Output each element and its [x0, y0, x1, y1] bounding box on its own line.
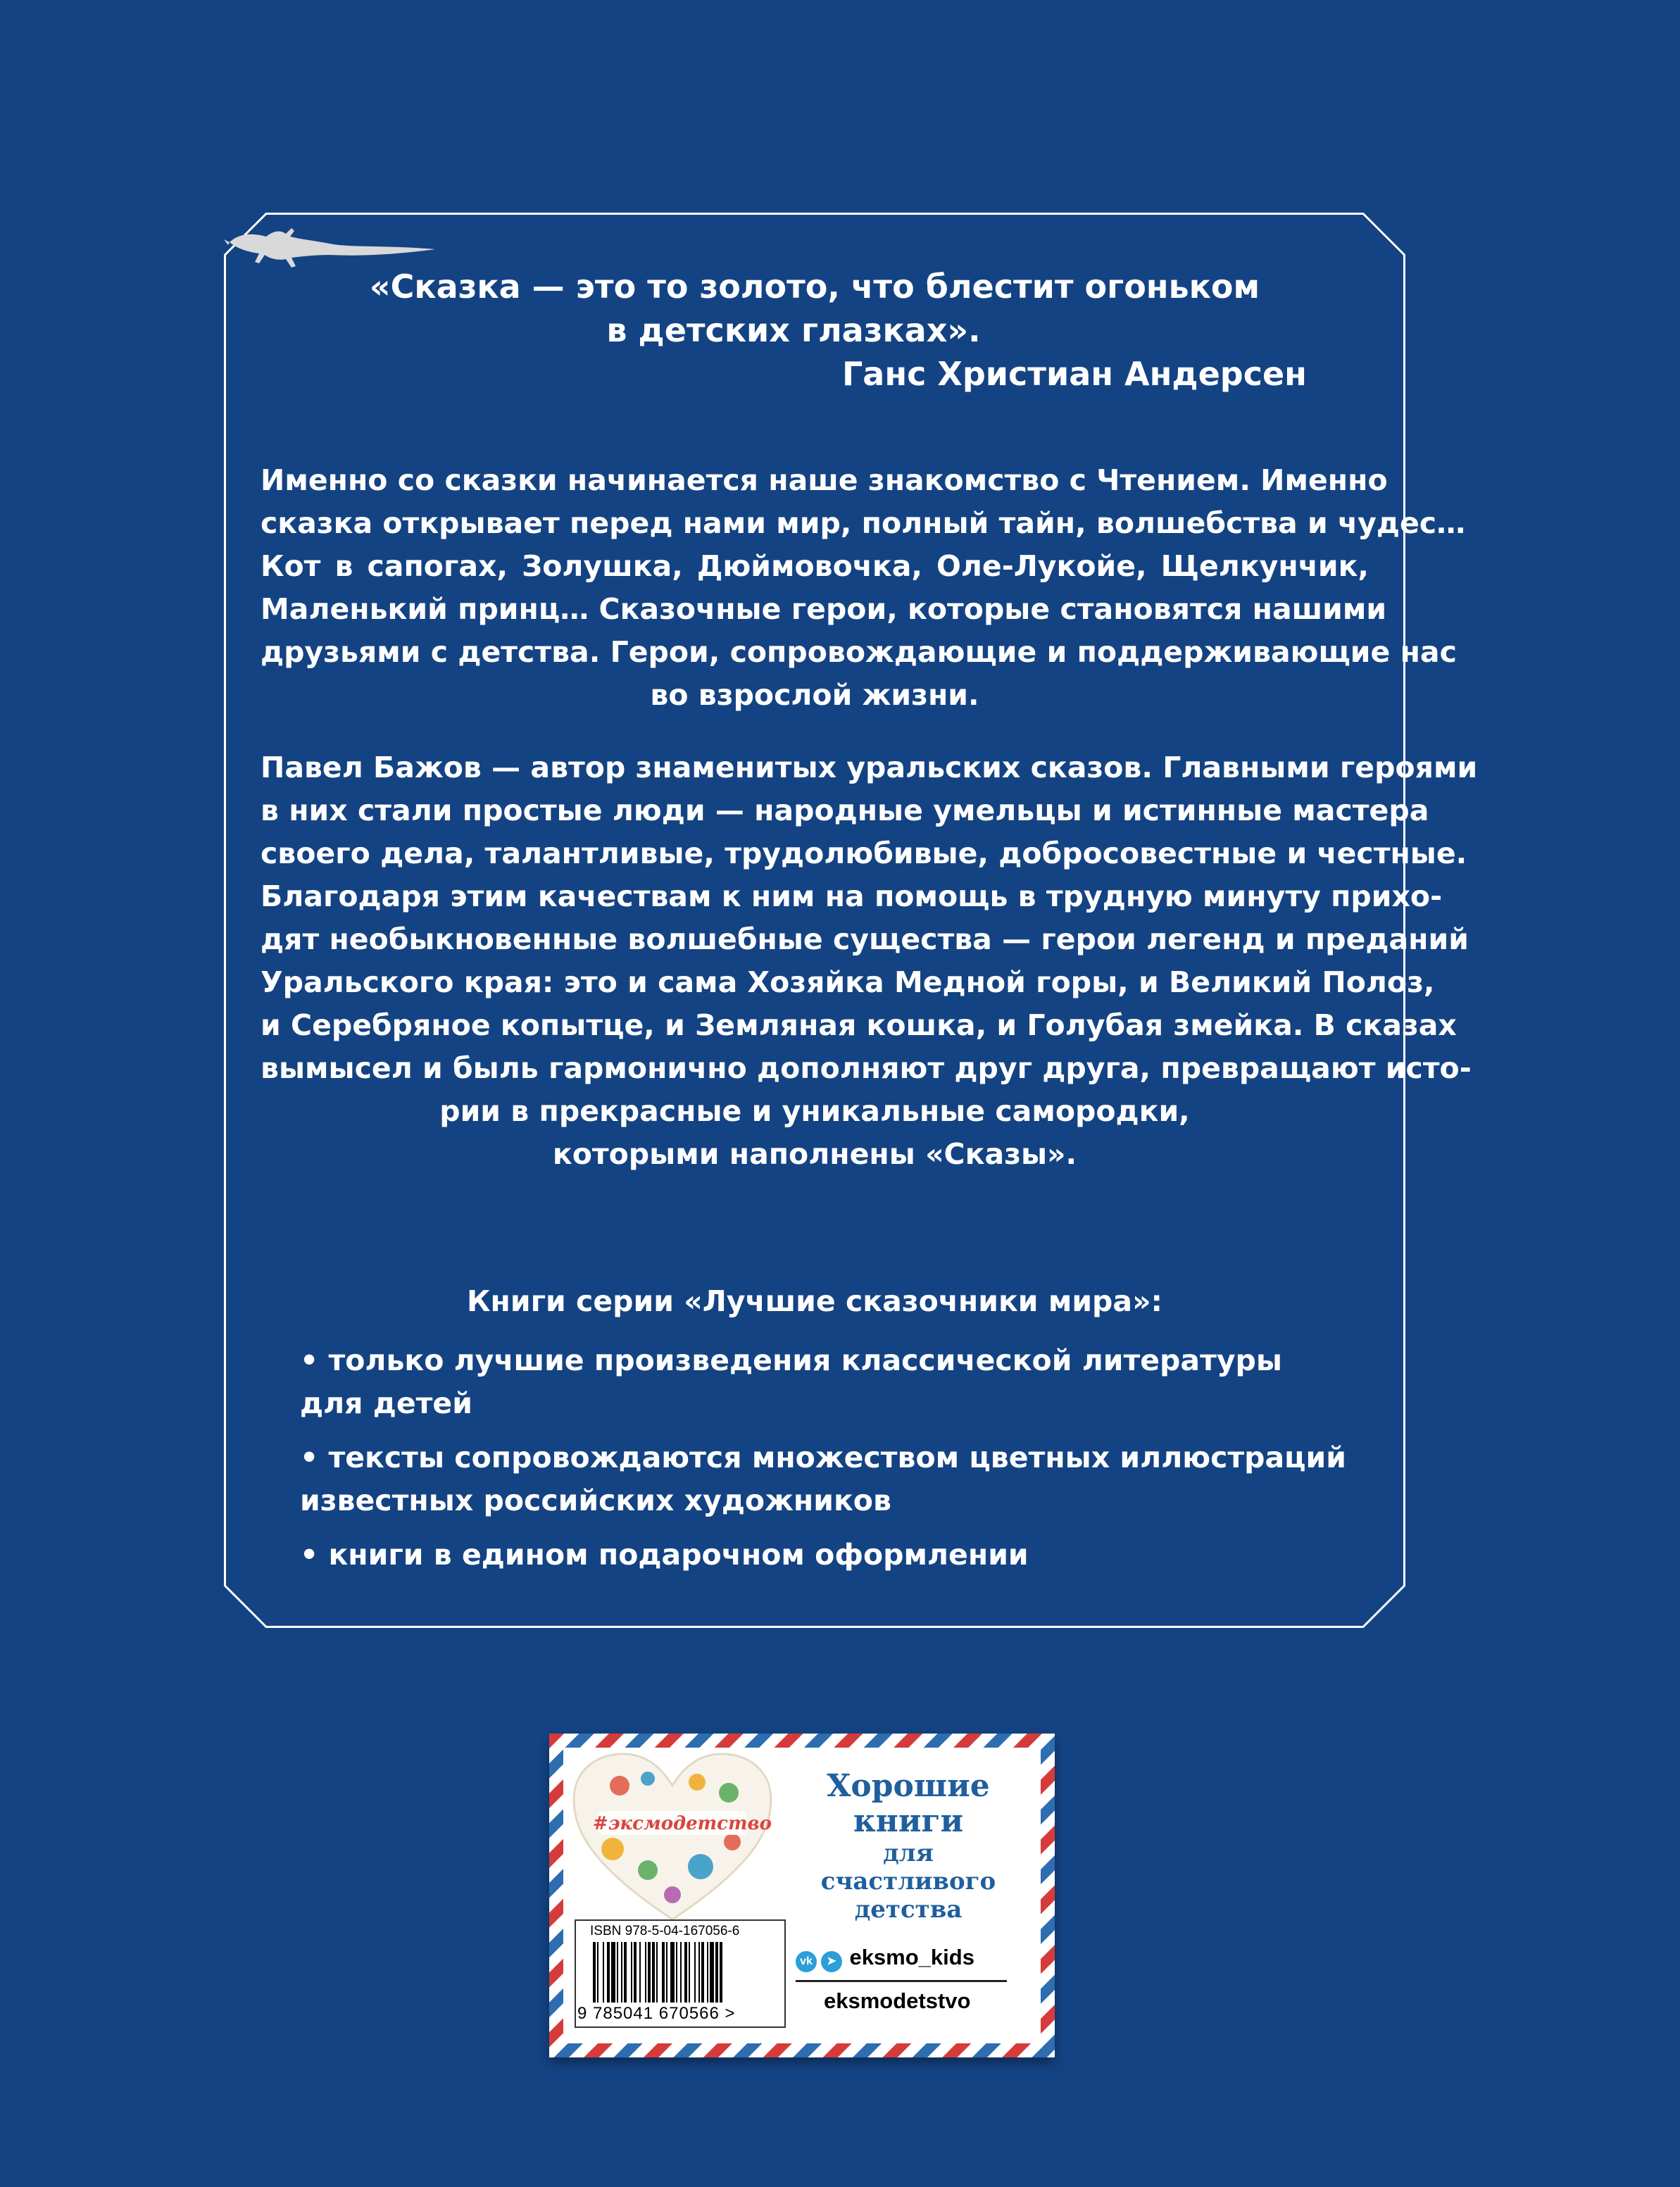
barcode-bar — [676, 1942, 677, 2003]
para-line: дят необыкновенные волшебные существа — герои легенд и преданий — [261, 922, 1469, 956]
list-item-text: • книги в едином подарочном оформлении — [300, 1538, 1029, 1572]
barcode-bar — [624, 1942, 627, 2003]
text-frame — [224, 213, 1478, 1628]
intro-paragraph — [261, 459, 1466, 717]
barcode-bar — [710, 1942, 714, 2003]
para-line: рии в прекрасные и уникальные самородки, — [439, 1094, 1190, 1128]
barcode-bar — [639, 1942, 641, 2003]
barcode-bar — [662, 1942, 665, 2003]
epigraph-line-2: в детских глазках». — [606, 311, 981, 349]
series-features-list — [300, 1339, 1356, 1588]
slogan-line-4: детства — [854, 1895, 963, 1924]
isbn-text: ISBN 978-5-04-167056-6 — [590, 1924, 740, 1938]
divider — [796, 1980, 1007, 1982]
barcode-bar — [666, 1942, 667, 2003]
slogan — [803, 1769, 1014, 1924]
barcode-bar — [645, 1942, 646, 2003]
para-line: во взрослой жизни. — [650, 678, 979, 712]
list-item-text: • только лучшие произведения классической литературы — [300, 1343, 1282, 1377]
barcode-bar — [611, 1942, 615, 2003]
social-row-2[interactable] — [824, 1988, 970, 2014]
para-line: Благодаря этим качествам к ним на помощь в трудную минуту прихо- — [261, 879, 1443, 913]
para-line: вымысел и быль гармонично дополняют друг друга, превращают исто- — [261, 1051, 1472, 1085]
barcode-bar — [634, 1942, 637, 2003]
para-line: Уральского края: это и сама Хозяйка Медной горы, и Великий Полоз, — [261, 965, 1435, 999]
list-item — [300, 1339, 1356, 1425]
slogan-line-2: книги — [853, 1803, 964, 1839]
epigraph-author: Ганс Христиан Андерсен — [842, 355, 1307, 393]
barcode-bar — [684, 1942, 687, 2003]
series-title: Книги серии «Лучшие сказочники мира»: — [467, 1284, 1162, 1318]
lizard-icon — [224, 213, 442, 283]
barcode-bar — [607, 1942, 610, 2003]
barcode-bar — [694, 1942, 696, 2003]
para-line: друзьями с детства. Герои, сопровождающие и поддерживающие нас — [261, 635, 1457, 669]
barcode-bar — [715, 1942, 718, 2003]
barcode-bar — [670, 1942, 675, 2003]
para-line: Именно со сказки начинается наше знакомство с Чтением. Именно — [261, 463, 1388, 497]
para-line: сказка открывает перед нами мир, полный тайн, волшебства и чудес… — [261, 506, 1466, 540]
para-line: которыми наполнены «Сказы». — [552, 1137, 1077, 1171]
para-line: своего дела, талантливые, трудолюбивые, добросовестные и честные. — [261, 836, 1467, 870]
vk-icon: vk — [796, 1951, 817, 1972]
barcode-bar — [617, 1942, 618, 2003]
barcode-bar — [701, 1942, 704, 2003]
slogan-line-3: для счастливого — [820, 1839, 996, 1895]
social-row-vk-telegram[interactable] — [796, 1945, 974, 1972]
barcode-bar — [720, 1942, 722, 2003]
para-line: Маленький принц… Сказочные герои, которые становятся нашими — [261, 592, 1387, 626]
barcode-bar — [593, 1942, 596, 2003]
barcode-bar — [707, 1942, 708, 2003]
para-line: Павел Бажов — автор знаменитых уральских сказов. Главными героями — [261, 751, 1478, 784]
barcode-bar — [652, 1942, 655, 2003]
hashtag-label: #эксмодетство — [593, 1813, 772, 1834]
barcode-bar — [698, 1942, 700, 2003]
barcode-digits: 9 785041 670566 > — [577, 2004, 736, 2023]
barcode — [593, 1942, 769, 2003]
barcode-bar — [597, 1942, 598, 2003]
barcode-bar — [603, 1942, 604, 2003]
publisher-sticker — [549, 1734, 1055, 2057]
barcode-bar — [680, 1942, 682, 2003]
para-line: в них стали простые люди — народные умельцы и истинные мастера — [261, 794, 1429, 827]
slogan-line-1: Хорошие — [827, 1768, 990, 1804]
social-handle-detstvo: eksmodetstvo — [824, 1988, 971, 2013]
epigraph-line-1: «Сказка — это то золото, что блестит огоньком — [369, 268, 1260, 306]
barcode-bar — [689, 1942, 690, 2003]
telegram-icon: ➤ — [821, 1951, 842, 1972]
list-item-text: для детей — [300, 1386, 472, 1420]
list-item — [300, 1534, 1356, 1577]
para-line: и Серебряное копытце, и Земляная кошка, и Голубая змейка. В сказах — [261, 1008, 1457, 1042]
barcode-bar — [648, 1942, 651, 2003]
epigraph — [224, 265, 1405, 396]
bazhov-paragraph — [261, 746, 1478, 1176]
heart-logo — [570, 1750, 775, 1926]
list-item — [300, 1436, 1356, 1522]
barcode-bar — [656, 1942, 658, 2003]
barcode-bar — [631, 1942, 632, 2003]
isbn-barcode-block — [575, 1919, 786, 2028]
para-line: Кот в сапогах, Золушка, Дюймовочка, Оле-Лукойе, Щелкунчик, — [261, 549, 1369, 583]
social-handle-kids: eksmo_kids — [849, 1945, 974, 1969]
list-item-text: • тексты сопровождаются множеством цветных иллюстраций — [300, 1441, 1347, 1474]
list-item-text: известных российских художников — [300, 1484, 891, 1517]
barcode-bar — [621, 1942, 622, 2003]
